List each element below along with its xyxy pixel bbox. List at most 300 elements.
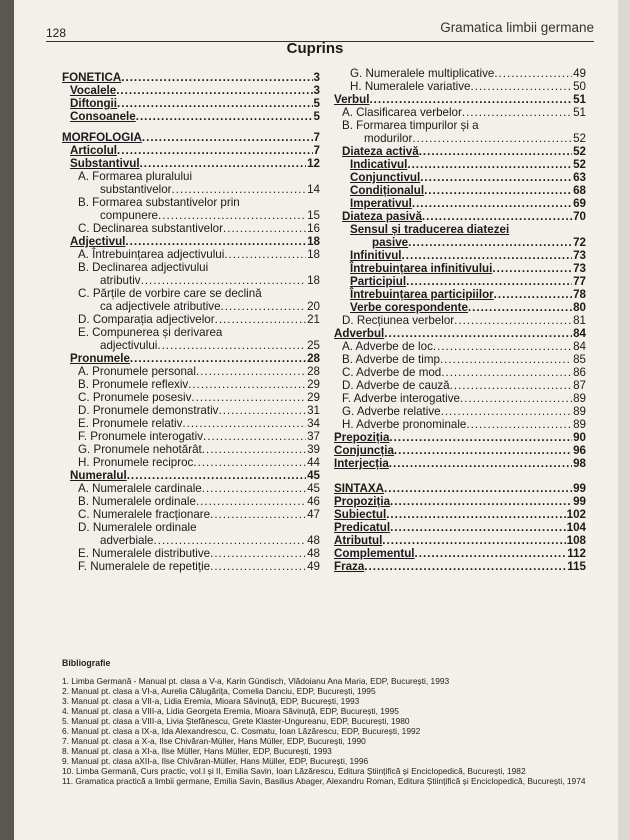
toc-page-number: 45 [307, 482, 320, 495]
toc-entry [334, 392, 586, 405]
toc-entry-label: Subiectul [334, 508, 387, 521]
bibliography-item: 4. Manual pt. clasa a VIII-a, Lidia Georgeta Eremia, Mioara Săvinuță, EDP, București, 1995 [62, 706, 399, 716]
bibliography-item: 1. Limba Germană - Manual pt. clasa a V-a, Karin Gündisch, Vlădoianu Ana Maria, EDP, București, 1993 [62, 676, 450, 686]
leader-dots [182, 417, 306, 430]
toc-entry-label: E. Pronumele relativ [78, 417, 183, 430]
leader-dots [210, 508, 306, 521]
toc-entry-label: D. Pronumele demonstrativ [78, 404, 219, 417]
toc-entry [334, 171, 586, 184]
toc-entry [334, 288, 586, 301]
toc-entry-label: B. Formarea substantivelor prin [78, 196, 240, 209]
toc-page-number: 28 [307, 365, 320, 378]
toc-page-number: 115 [567, 560, 586, 573]
toc-page-number: 89 [573, 405, 586, 418]
leader-dots [394, 444, 572, 457]
toc-page-number: 73 [573, 249, 586, 262]
toc-entry [62, 235, 320, 248]
toc-entry [62, 261, 320, 287]
toc-entry-label: Întrebuințarea infinitivului [350, 262, 493, 275]
toc-page-number: 89 [573, 418, 586, 431]
toc-entry [62, 521, 320, 547]
leader-dots [117, 97, 313, 110]
toc-entry [62, 430, 320, 443]
toc-entry-label: C. Declinarea substantivelor [78, 222, 223, 235]
toc-entry-label: D. Numeralele ordinale [78, 521, 197, 534]
leader-dots [202, 443, 306, 456]
leader-dots [408, 236, 572, 249]
toc-page-number: 7 [313, 131, 320, 144]
toc-entry-label: A. Formarea pluralului [78, 170, 193, 183]
bibliography-item: 6. Manual pt. clasa a IX-a, Ida Alexandrescu, C. Cosmatu, Ioan Lăzărescu, EDP, București, 1992 [62, 726, 421, 736]
toc-page-number: 85 [573, 353, 586, 366]
leader-dots [196, 365, 306, 378]
toc-entry-label: Indicativul [350, 158, 408, 171]
toc-entry-label: Adjectivul [70, 235, 126, 248]
toc-entry-label: SINTAXA [334, 482, 385, 495]
toc-entry [334, 314, 586, 327]
leader-dots [215, 313, 306, 326]
leader-dots [389, 457, 572, 470]
toc-entry [62, 313, 320, 326]
toc-page-number: 18 [307, 235, 320, 248]
toc-entry [334, 340, 586, 353]
leader-dots [127, 469, 306, 482]
toc-entry-label: C. Numeralele fracționare [78, 508, 211, 521]
toc-entry-label: Diftongii [70, 97, 118, 110]
toc-entry [334, 495, 586, 508]
toc-entry [334, 67, 586, 80]
toc-entry [334, 521, 586, 534]
toc-entry-label: Diateza activă [342, 145, 419, 158]
leader-dots [136, 110, 313, 123]
toc-page-number: 3 [313, 84, 320, 97]
bibliography-title: Bibliografie [62, 658, 111, 668]
toc-page-number: 108 [566, 534, 586, 547]
toc-entry-label: E. Numeralele distributive [78, 547, 211, 560]
leader-dots [221, 300, 307, 313]
bibliography-item: 7. Manual pt. clasa a X-a, Ilse Chivăran-Müller, Hans Müller, EDP, București, 1990 [62, 736, 366, 746]
toc-entry-label: C. Adverbe de mod [342, 366, 442, 379]
leader-dots [412, 197, 572, 210]
toc-entry [62, 547, 320, 560]
toc-entry-label-cont: compunere [100, 209, 159, 222]
leader-dots [466, 418, 572, 431]
toc-entry [334, 444, 586, 457]
toc-page-number: 51 [573, 106, 586, 119]
toc-entry-label: D. Comparația adjectivelor [78, 313, 215, 326]
bibliography-item: 5. Manual pt. clasa a VIII-a, Livia Ștefănescu, Grete Klaster-Ungureanu, EDP, București, 1980 [62, 716, 410, 726]
toc-page-number: 52 [573, 145, 586, 158]
leader-dots [492, 262, 572, 275]
toc-page-number: 73 [573, 262, 586, 275]
toc-entry [62, 110, 320, 123]
leader-dots [402, 249, 573, 262]
toc-page-number: 80 [573, 301, 586, 314]
leader-dots [116, 84, 312, 97]
toc-entry-label: Verbe corespondente [350, 301, 468, 314]
leader-dots [390, 521, 566, 534]
toc-entry-label: C. Pronumele posesiv [78, 391, 192, 404]
leader-dots [369, 93, 572, 106]
toc-entry-label: MORFOLOGIA [62, 131, 142, 144]
toc-entry-label: G. Pronumele nehotărât [78, 443, 202, 456]
toc-page-number: 50 [573, 80, 586, 93]
toc-entry-label: A. Numeralele cardinale [78, 482, 202, 495]
toc-entry-label: B. Declinarea adjectivului [78, 261, 209, 274]
toc-right-column [334, 67, 586, 573]
leader-dots [441, 366, 572, 379]
toc-entry [62, 443, 320, 456]
toc-entry [334, 508, 586, 521]
toc-entry [62, 417, 320, 430]
toc-entry-label: F. Pronumele interogativ [78, 430, 204, 443]
leader-dots [450, 379, 572, 392]
toc-entry [62, 560, 320, 573]
toc-entry-label: A. Întrebuințarea adjectivului [78, 248, 225, 261]
toc-entry [334, 405, 586, 418]
bibliography-item: 10. Limba Germană, Curs practic, vol.I și II, Emilia Savin, Ioan Lăzărescu, Editura Științifică și Enciclopedică, București, 1982 [62, 766, 526, 776]
leader-dots [454, 314, 572, 327]
leader-dots [154, 534, 307, 547]
toc-page-number: 45 [307, 469, 320, 482]
leader-dots [441, 405, 572, 418]
toc-entry [334, 158, 586, 171]
leader-dots [468, 301, 572, 314]
toc-entry-label: Infinitivul [350, 249, 402, 262]
toc-entry-label: D. Adverbe de cauză [342, 379, 450, 392]
toc-entry [62, 482, 320, 495]
toc-page-number: 84 [573, 327, 586, 340]
toc-entry-label: E. Compunerea și derivarea [78, 326, 223, 339]
toc-entry [62, 365, 320, 378]
toc-page-number: 29 [307, 378, 320, 391]
leader-dots [424, 184, 572, 197]
toc-page-number: 47 [307, 508, 320, 521]
bibliography-item: 9. Manual pt. clasa aXII-a, Ilse Chivăran-Müller, Hans Müller, EDP, București, 1996 [62, 756, 369, 766]
toc-page-number: 28 [307, 352, 320, 365]
toc-entry-label-cont: adverbiale [100, 534, 154, 547]
toc-entry-label: Adverbul [334, 327, 385, 340]
toc-entry-label: Sensul și traducerea diatezei [350, 223, 510, 236]
toc-entry [62, 378, 320, 391]
toc-entry [334, 431, 586, 444]
toc-page-number: 25 [307, 339, 320, 352]
toc-entry [62, 495, 320, 508]
leader-dots [390, 495, 572, 508]
leader-dots [210, 547, 306, 560]
page-title: Cuprins [286, 40, 344, 57]
leader-dots [203, 430, 306, 443]
book-spine-shadow [0, 0, 14, 840]
toc-entry [334, 366, 586, 379]
leader-dots [433, 340, 572, 353]
toc-page-number: 104 [566, 521, 586, 534]
toc-page-number: 49 [573, 67, 586, 80]
toc-page-number: 99 [573, 495, 586, 508]
toc-entry-label: A. Clasificarea verbelor [342, 106, 462, 119]
toc-page-number: 3 [313, 71, 320, 84]
leader-dots [386, 508, 565, 521]
toc-entry-label: Vocalele [70, 84, 117, 97]
toc-entry [62, 170, 320, 196]
leader-dots [384, 482, 572, 495]
toc-entry [62, 469, 320, 482]
toc-entry-label: Complementul [334, 547, 415, 560]
toc-entry-label: G. Numeralele multiplicative [350, 67, 495, 80]
toc-entry-label: Interjecția [334, 457, 389, 470]
toc-entry [62, 508, 320, 521]
leader-dots [384, 327, 572, 340]
toc-page-number: 39 [307, 443, 320, 456]
leader-dots [117, 144, 313, 157]
toc-page-number: 49 [307, 560, 320, 573]
leader-dots [494, 67, 572, 80]
toc-page-number: 46 [307, 495, 320, 508]
toc-entry-label: Verbul [334, 93, 370, 106]
leader-dots [202, 482, 306, 495]
leader-dots [158, 209, 306, 222]
toc-page-number: 15 [307, 209, 320, 222]
leader-dots [420, 171, 572, 184]
toc-page-number: 99 [573, 482, 586, 495]
toc-entry [334, 210, 586, 223]
bibliography-item: 11. Gramatica practică a limbii germane, Emilia Savin, Basilius Abager, Alexandru Roman, Editura Științifică și Enciclopedică, București, 1974 [62, 776, 586, 786]
toc-entry-label: Conjunctivul [350, 171, 421, 184]
toc-entry-label-cont: atributiv [100, 274, 141, 287]
toc-page-number: 44 [307, 456, 320, 469]
toc-page-number: 51 [573, 93, 586, 106]
leader-dots [142, 131, 313, 144]
toc-entry-label: Atributul [334, 534, 383, 547]
toc-entry [334, 353, 586, 366]
toc-entry-label: Participiul [350, 275, 407, 288]
toc-entry-label: G. Adverbe relative [342, 405, 441, 418]
leader-dots [157, 339, 306, 352]
leader-dots [460, 392, 572, 405]
toc-page-number: 87 [573, 379, 586, 392]
toc-entry [62, 248, 320, 261]
toc-page-number: 52 [573, 132, 586, 145]
toc-entry-label: Substantivul [70, 157, 140, 170]
leader-dots [141, 274, 306, 287]
toc-entry-label: F. Adverbe interogative [342, 392, 460, 405]
toc-entry-label-cont: ca adjectivele atributive [100, 300, 221, 313]
bibliography-item: 8. Manual pt. clasa a XI-a, Ilse Müller, Hans Müller, EDP, București, 1993 [62, 746, 332, 756]
leader-dots [422, 210, 572, 223]
toc-page-number: 48 [307, 534, 320, 547]
toc-entry-label: A. Pronumele personal [78, 365, 196, 378]
toc-page-number: 21 [307, 313, 320, 326]
toc-entry-label: Prepoziția [334, 431, 390, 444]
toc-page-number: 89 [573, 392, 586, 405]
toc-entry [334, 418, 586, 431]
toc-entry [62, 391, 320, 404]
toc-entry-label-cont: modurilor [364, 132, 413, 145]
toc-page-number: 63 [573, 171, 586, 184]
toc-page-number: 48 [307, 547, 320, 560]
toc-page-number: 29 [307, 391, 320, 404]
toc-page-number: 12 [307, 157, 320, 170]
toc-entry-label: FONETICA [62, 71, 122, 84]
leader-dots [407, 158, 572, 171]
toc-page-number: 16 [307, 222, 320, 235]
page-header [46, 20, 594, 40]
toc-left-column [62, 71, 320, 573]
toc-entry-label: B. Formarea timpurilor și a [342, 119, 479, 132]
toc-entry [62, 326, 320, 352]
toc-entry-label: B. Pronumele reflexiv [78, 378, 189, 391]
toc-entry [62, 71, 320, 84]
toc-entry [334, 249, 586, 262]
toc-entry [334, 534, 586, 547]
toc-entry [62, 157, 320, 170]
toc-page-number: 18 [307, 248, 320, 261]
toc-entry [334, 482, 586, 495]
toc-entry [334, 301, 586, 314]
bibliography-item: 3. Manual pt. clasa a VII-a, Lidia Eremia, Mioara Săvinuță, EDP, București, 1993 [62, 696, 360, 706]
toc-entry [334, 275, 586, 288]
toc-page-number: 14 [307, 183, 320, 196]
leader-dots [415, 547, 567, 560]
toc-entry [62, 144, 320, 157]
toc-entry-label: H. Numeralele variative [350, 80, 471, 93]
bibliography-list [62, 676, 592, 786]
toc-entry-label-cont: pasive [372, 236, 409, 249]
toc-page-number: 5 [313, 97, 320, 110]
toc-page-number: 90 [573, 431, 586, 444]
toc-entry [334, 106, 586, 119]
toc-page-number: 78 [573, 288, 586, 301]
toc-page-number: 18 [307, 274, 320, 287]
toc-page-number: 84 [573, 340, 586, 353]
toc-entry [334, 327, 586, 340]
toc-entry [62, 131, 320, 144]
toc-entry [334, 547, 586, 560]
toc-page-number: 7 [313, 144, 320, 157]
toc-entry [62, 222, 320, 235]
toc-entry-label: A. Adverbe de loc [342, 340, 433, 353]
toc-entry-label: Condiționalul [350, 184, 425, 197]
toc-page-number: 86 [573, 366, 586, 379]
toc-entry-label: D. Recțiunea verbelor [342, 314, 455, 327]
leader-dots [140, 157, 307, 170]
toc-page-number: 34 [307, 417, 320, 430]
toc-entry-label: B. Numeralele ordinale [78, 495, 196, 508]
toc-entry [334, 223, 586, 249]
leader-dots [121, 71, 312, 84]
toc-entry [334, 145, 586, 158]
toc-page-number: 77 [573, 275, 586, 288]
toc-entry-label: Diateza pasivă [342, 210, 422, 223]
leader-dots [196, 495, 306, 508]
leader-dots [210, 560, 306, 573]
toc-entry [62, 97, 320, 110]
toc-page-number: 20 [307, 300, 320, 313]
toc-entry [334, 457, 586, 470]
toc-entry-label: Pronumele [70, 352, 130, 365]
toc-page-number: 31 [307, 404, 320, 417]
toc-page-number: 5 [313, 110, 320, 123]
toc-entry-label: B. Adverbe de timp [342, 353, 440, 366]
leader-dots [223, 222, 306, 235]
leader-dots [462, 106, 572, 119]
toc-entry [62, 352, 320, 365]
toc-entry-label: H. Pronumele reciproc [78, 456, 194, 469]
toc-entry [334, 119, 586, 145]
leader-dots [364, 560, 566, 573]
toc-page-number: 37 [307, 430, 320, 443]
toc-entry-label: Articolul [70, 144, 118, 157]
page-number: 128 [46, 26, 67, 40]
toc-entry-label: Numeralul [70, 469, 127, 482]
leader-dots [494, 288, 572, 301]
toc-page-number: 102 [566, 508, 586, 521]
toc-entry [334, 379, 586, 392]
leader-dots [471, 80, 573, 93]
toc-entry [62, 287, 320, 313]
leader-dots [382, 534, 565, 547]
leader-dots [389, 431, 572, 444]
bibliography [62, 658, 592, 786]
toc-page-number: 72 [573, 236, 586, 249]
toc-page-number: 68 [573, 184, 586, 197]
leader-dots [172, 183, 307, 196]
toc-entry [334, 262, 586, 275]
toc-entry-label-cont: substantivelor [100, 183, 172, 196]
toc-entry-label: H. Adverbe pronominale [342, 418, 467, 431]
toc-page-number: 96 [573, 444, 586, 457]
toc-entry [62, 196, 320, 222]
toc-page-number: 69 [573, 197, 586, 210]
leader-dots [188, 378, 306, 391]
leader-dots [218, 404, 306, 417]
toc-page-number: 52 [573, 158, 586, 171]
toc-entry-label: Imperativul [350, 197, 412, 210]
toc-entry-label: Predicatul [334, 521, 391, 534]
leader-dots [193, 456, 306, 469]
toc-entry-label-cont: adjectivului [100, 339, 158, 352]
leader-dots [412, 132, 572, 145]
leader-dots [191, 391, 306, 404]
toc-page-number: 112 [567, 547, 586, 560]
toc-entry [334, 93, 586, 106]
toc-entry [62, 456, 320, 469]
toc-page-number: 70 [573, 210, 586, 223]
toc-entry-label: Conjuncția [334, 444, 394, 457]
toc-entry-label: F. Numeralele de repetiție [78, 560, 211, 573]
toc-entry [62, 404, 320, 417]
toc-entry-label: C. Părțile de vorbire care se declină [78, 287, 262, 300]
toc-entry [334, 184, 586, 197]
toc-page-number: 81 [573, 314, 586, 327]
leader-dots [125, 235, 306, 248]
bibliography-item: 2. Manual pt. clasa a VI-a, Aurelia Călugărița, Cornelia Danciu, EDP, București, 1995 [62, 686, 376, 696]
leader-dots [419, 145, 572, 158]
leader-dots [130, 352, 306, 365]
leader-dots [406, 275, 572, 288]
toc-entry-label: Consoanele [70, 110, 136, 123]
toc-entry [334, 560, 586, 573]
leader-dots [224, 248, 306, 261]
toc-entry-label: Propoziția [334, 495, 391, 508]
running-title: Gramatica limbii germane [440, 20, 594, 35]
toc-entry [334, 197, 586, 210]
toc-page-number: 98 [573, 457, 586, 470]
toc-entry [62, 84, 320, 97]
toc-entry-label: Întrebuințarea participiilor [350, 288, 494, 301]
toc-entry [334, 80, 586, 93]
leader-dots [440, 353, 572, 366]
